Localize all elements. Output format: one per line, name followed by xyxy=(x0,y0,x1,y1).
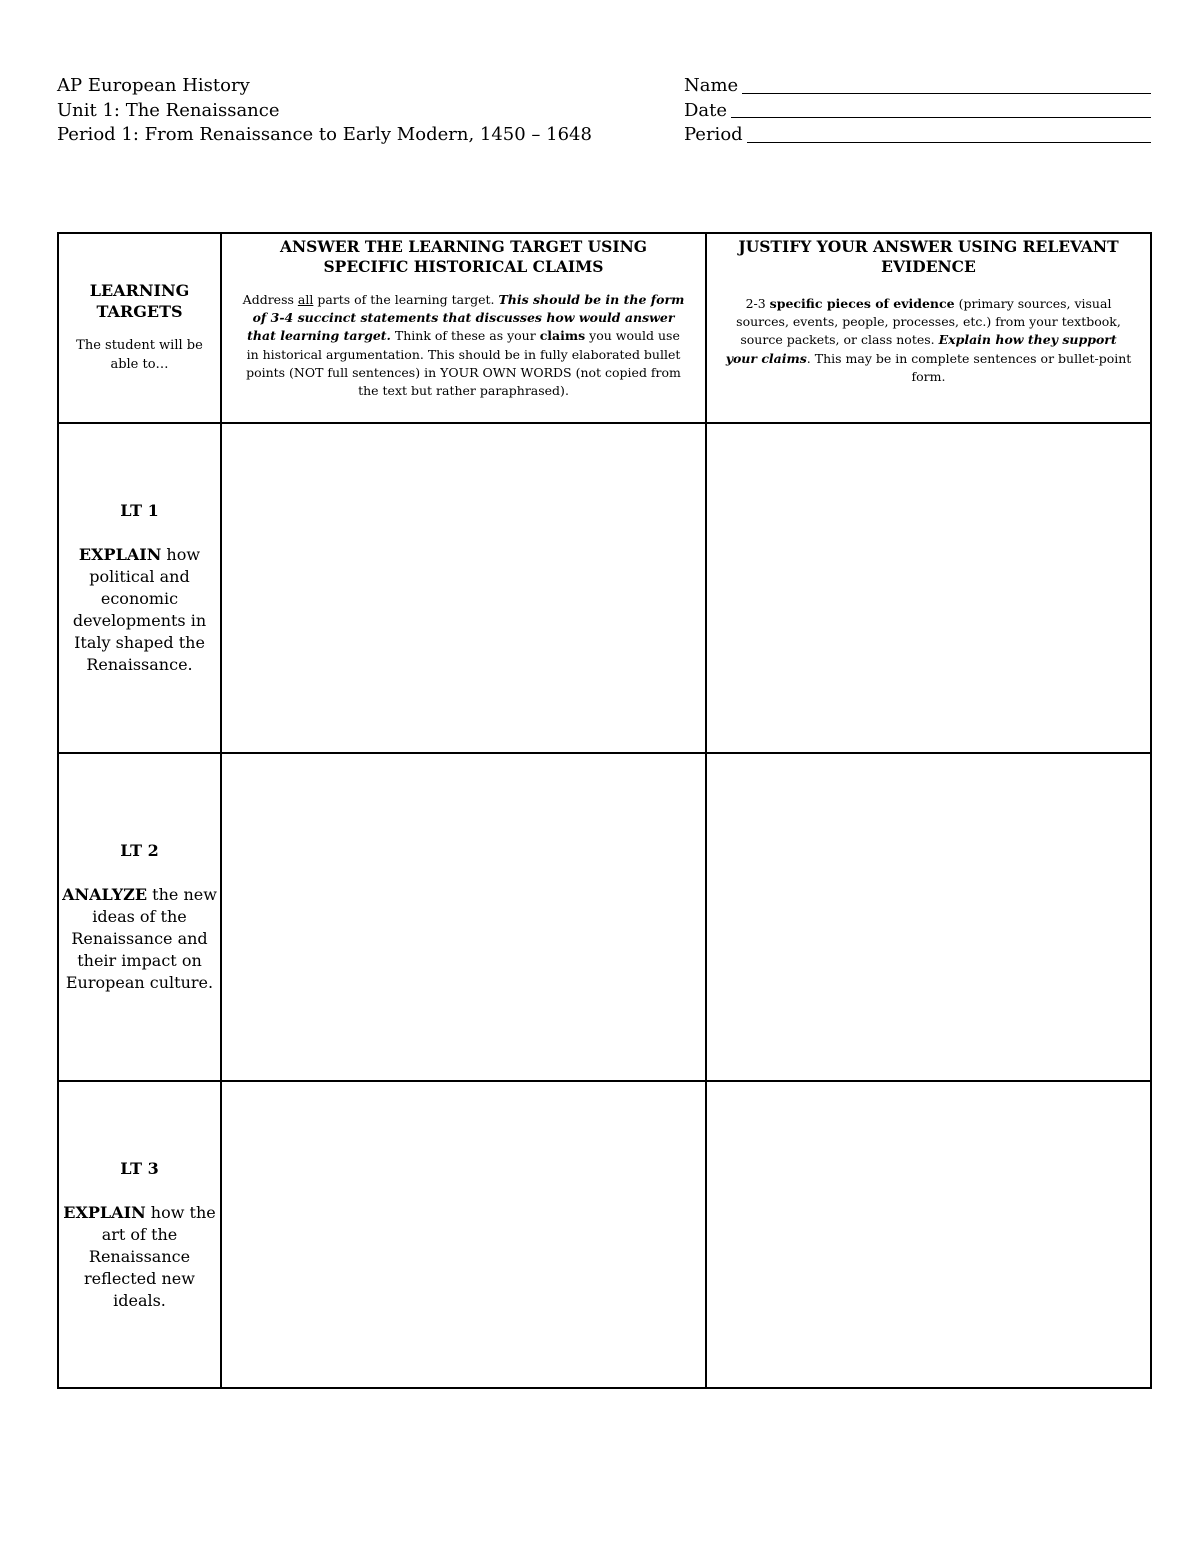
evidence-answer-cell[interactable] xyxy=(706,753,1151,1082)
date-field[interactable] xyxy=(684,99,1151,124)
claims-answer-cell[interactable] xyxy=(221,1081,706,1388)
period-label: Period xyxy=(684,124,743,145)
period-field[interactable] xyxy=(684,123,1151,148)
learning-target-table xyxy=(57,232,1152,1389)
lt-description: EXPLAIN how the art of the Renaissance reflected new ideals. xyxy=(63,1202,216,1310)
evidence-answer-cell[interactable] xyxy=(706,423,1151,753)
learning-target-cell xyxy=(58,423,221,753)
claims-answer-cell[interactable] xyxy=(221,423,706,753)
lt-label: LT 1 xyxy=(120,501,159,521)
learning-targets-header xyxy=(58,233,221,423)
table-row xyxy=(58,1081,1151,1388)
learning-target-cell xyxy=(58,1081,221,1388)
lt-description: ANALYZE the new ideas of the Renaissance and their impact on European culture. xyxy=(62,885,217,993)
date-line[interactable] xyxy=(731,116,1151,118)
table-row xyxy=(58,423,1151,753)
learning-targets-subtitle: The student will be able to… xyxy=(76,338,203,372)
evidence-instructions: 2-3 specific pieces of evidence (primary sources, visual sources, events, people, processes, etc.) from your textbook, source packets, or class notes. Explain how they support your claims. This may be in complete sentences or bullet-point form. xyxy=(725,296,1132,384)
period-line[interactable] xyxy=(747,141,1151,143)
table-row xyxy=(58,753,1151,1082)
evidence-header xyxy=(706,233,1151,423)
lt-label: LT 2 xyxy=(120,841,159,861)
header-row xyxy=(58,233,1151,423)
name-label: Name xyxy=(684,75,739,96)
learning-targets-title: LEARNING TARGETS xyxy=(89,281,190,321)
claims-instructions: Address all parts of the learning target. This should be in the form of 3-4 succinct statements that discusses how would answer that learning target. Think of these as your claims you would use in historical argumentation. This should be in fully elaborated bullet points (NOT full sentences) in YOUR OWN WORDS (not copied from the text but rather paraphrased). xyxy=(242,292,685,399)
claims-header xyxy=(221,233,706,423)
period-title: Period 1: From Renaissance to Early Modern, 1450 – 1648 xyxy=(57,124,592,145)
learning-target-cell xyxy=(58,753,221,1082)
unit-title: Unit 1: The Renaissance xyxy=(57,99,280,121)
lt-description: EXPLAIN how political and economic developments in Italy shaped the Renaissance. xyxy=(72,545,207,675)
claims-answer-cell[interactable] xyxy=(221,753,706,1082)
student-info-fields xyxy=(684,74,1151,148)
date-label: Date xyxy=(684,99,728,121)
course-header xyxy=(57,74,592,148)
name-line[interactable] xyxy=(742,92,1151,94)
evidence-answer-cell[interactable] xyxy=(706,1081,1151,1388)
claims-title: ANSWER THE LEARNING TARGET USING SPECIFIC HISTORICAL CLAIMS xyxy=(279,237,648,276)
lt-label: LT 3 xyxy=(120,1158,159,1178)
name-field[interactable] xyxy=(684,74,1151,99)
evidence-title: JUSTIFY YOUR ANSWER USING RELEVANT EVIDENCE xyxy=(738,237,1119,276)
course-title: AP European History xyxy=(57,75,250,96)
